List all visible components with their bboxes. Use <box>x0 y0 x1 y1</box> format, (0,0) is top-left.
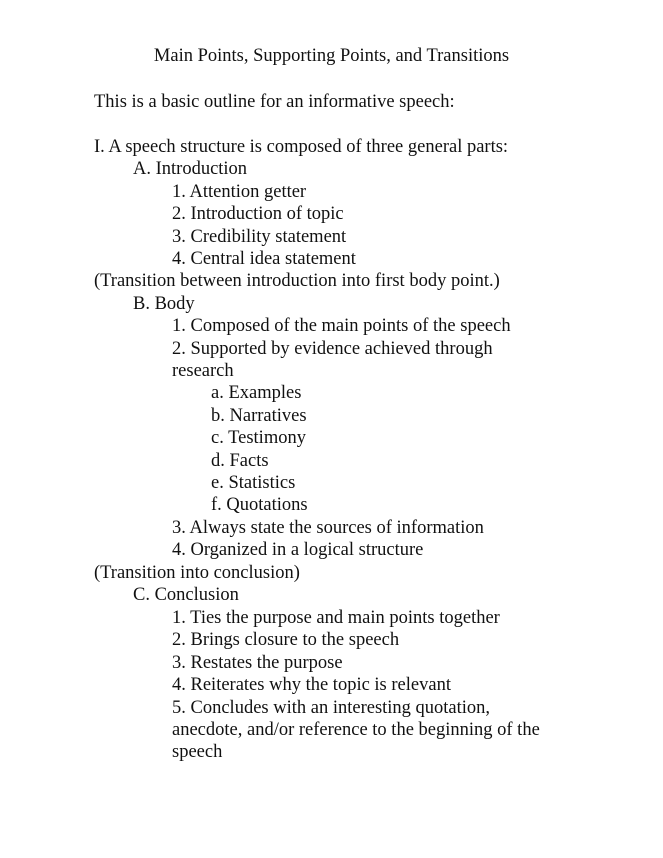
section-i: I. A speech structure is composed of three general parts: <box>94 137 509 157</box>
evidence-subitem: f. Quotations <box>211 495 308 515</box>
conclusion-item-continuation: anecdote, and/or reference to the beginning of the <box>172 720 540 740</box>
conclusion-item-continuation: speech <box>172 742 223 762</box>
heading-conclusion: C. Conclusion <box>133 585 239 605</box>
evidence-subitem: d. Facts <box>211 451 269 471</box>
evidence-subitem: c. Testimony <box>211 428 306 448</box>
intro-text: This is a basic outline for an informative speech: <box>94 92 455 112</box>
conclusion-item: 1. Ties the purpose and main points together <box>172 608 500 628</box>
evidence-subitem: a. Examples <box>211 383 302 403</box>
evidence-subitem: b. Narratives <box>211 406 307 426</box>
intro-item: 3. Credibility statement <box>172 227 347 247</box>
transition-one: (Transition between introduction into first body point.) <box>94 271 500 291</box>
intro-item: 1. Attention getter <box>172 182 307 202</box>
heading-introduction: A. Introduction <box>133 159 248 179</box>
conclusion-item: 4. Reiterates why the topic is relevant <box>172 675 451 695</box>
body-item: 3. Always state the sources of information <box>172 518 484 538</box>
evidence-subitem: e. Statistics <box>211 473 296 493</box>
transition-two: (Transition into conclusion) <box>94 563 300 583</box>
body-item-continuation: research <box>172 361 234 381</box>
heading-body: B. Body <box>133 294 195 314</box>
conclusion-item: 5. Concludes with an interesting quotation, <box>172 698 491 718</box>
body-item: 1. Composed of the main points of the speech <box>172 316 511 336</box>
body-item: 4. Organized in a logical structure <box>172 540 424 560</box>
document-title: Main Points, Supporting Points, and Transitions <box>153 46 510 66</box>
intro-item: 2. Introduction of topic <box>172 204 344 224</box>
conclusion-item: 3. Restates the purpose <box>172 653 343 673</box>
intro-item: 4. Central idea statement <box>172 249 356 269</box>
body-item: 2. Supported by evidence achieved through <box>172 339 493 359</box>
conclusion-item: 2. Brings closure to the speech <box>172 630 400 650</box>
